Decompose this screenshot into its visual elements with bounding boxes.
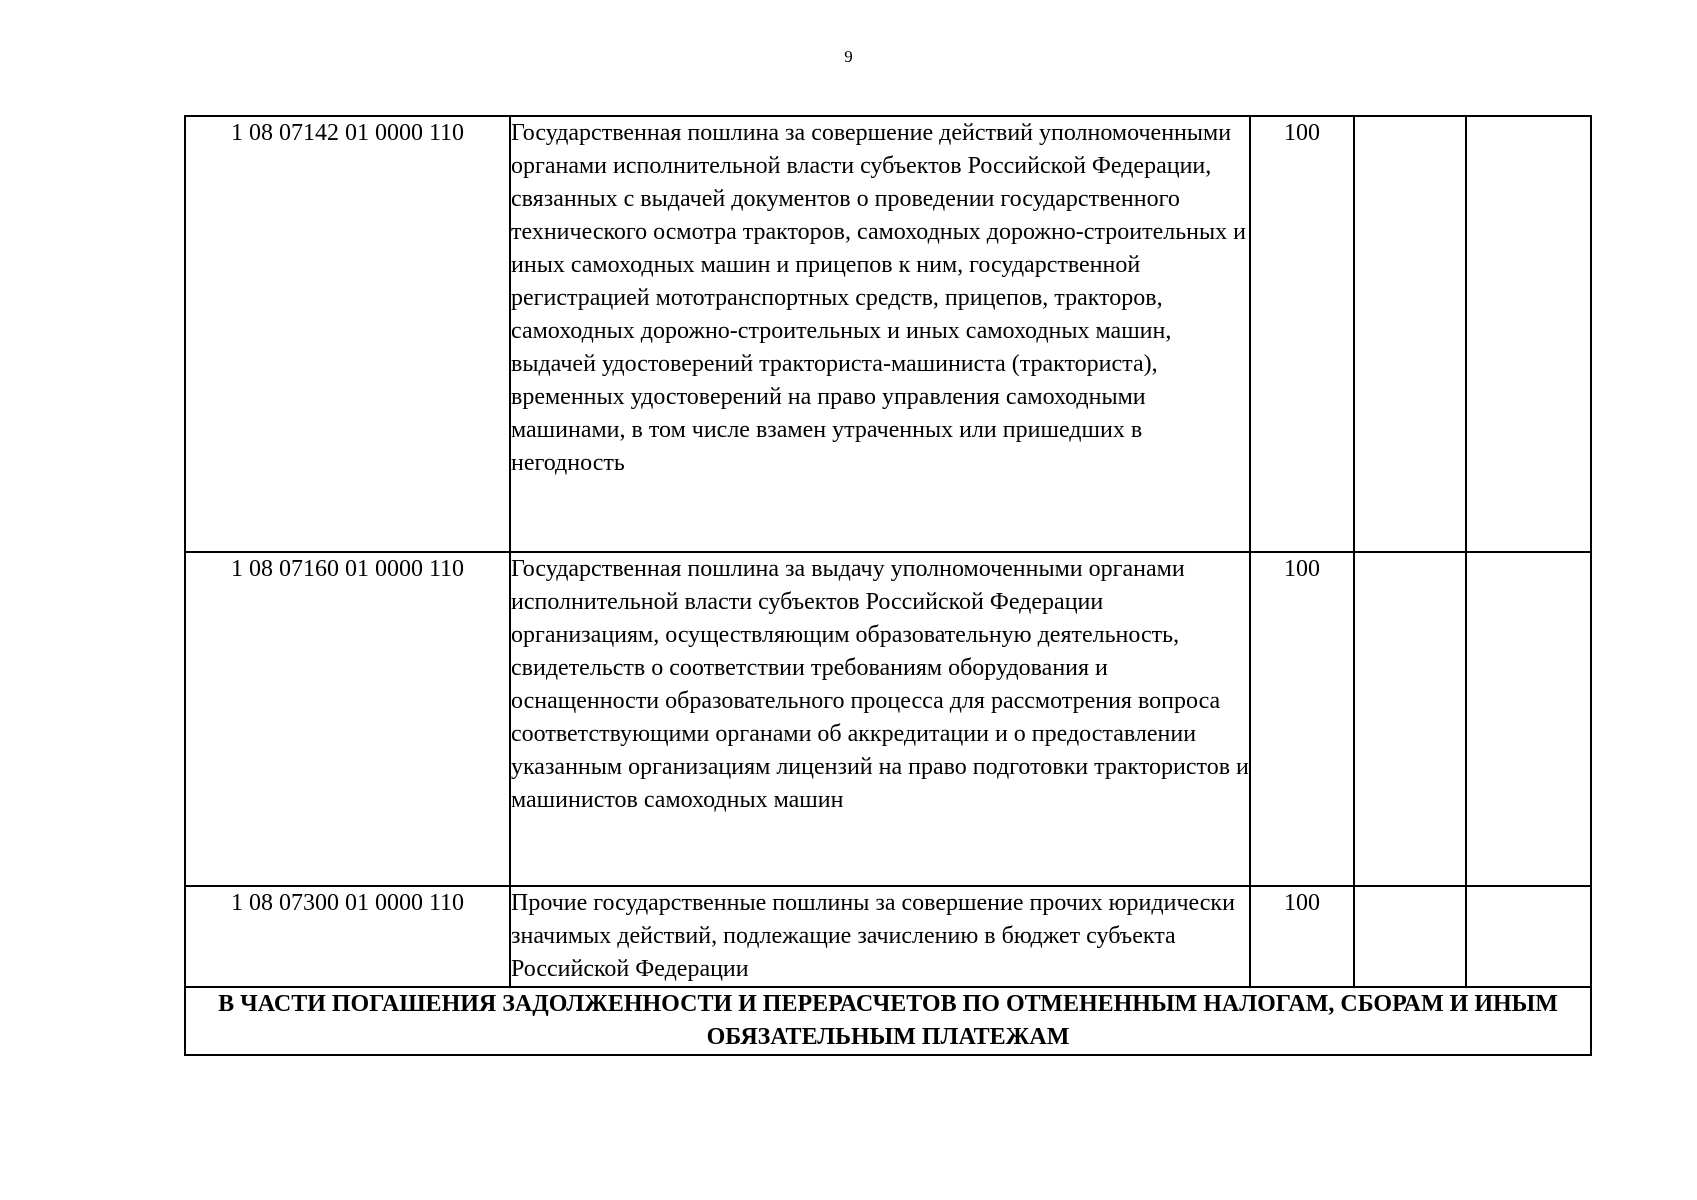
revenue-code-cell: 1 08 07300 01 0000 110 (185, 886, 510, 987)
normative-percent-cell: 100 (1250, 116, 1354, 552)
revenue-code-cell: 1 08 07160 01 0000 110 (185, 552, 510, 886)
empty-cell (1354, 116, 1466, 552)
normative-percent-cell: 100 (1250, 886, 1354, 987)
budget-revenue-table (184, 115, 1592, 1056)
section-heading: В ЧАСТИ ПОГАШЕНИЯ ЗАДОЛЖЕННОСТИ И ПЕРЕРАСЧЕТОВ ПО ОТМЕНЕННЫМ НАЛОГАМ, СБОРАМ И ИНЫМ ОБЯЗАТЕЛЬНЫМ ПЛАТЕЖАМ (185, 987, 1591, 1055)
revenue-description-cell: Государственная пошлина за совершение действий уполномоченными органами исполнительной власти субъектов Российской Федерации, связанных с выдачей документов о проведении государственного технического осмотра тракторов, самоходных дорожно-строительных и иных самоходных машин и прицепов к ним, государственной регистрацией мототранспортных средств, прицепов, тракторов, самоходных дорожно-строительных и иных самоходных машин, выдачей удостоверений тракториста-машиниста (тракториста), временных удостоверений на право управления самоходными машинами, в том числе взамен утраченных или пришедших в негодность (510, 116, 1250, 552)
empty-cell (1354, 886, 1466, 987)
page-number: 9 (844, 47, 853, 66)
revenue-description-cell: Государственная пошлина за выдачу уполномоченными органами исполнительной власти субъектов Российской Федерации организациям, осуществляющим образовательную деятельность, свидетельств о соответствии требованиям оборудования и оснащенности образовательного процесса для рассмотрения вопроса соответствующими органами об аккредитации и о предоставлении указанным организациям лицензий на право подготовки трактористов и машинистов самоходных машин (510, 552, 1250, 886)
table-row (185, 552, 1591, 886)
empty-cell (1466, 552, 1591, 886)
revenue-description-cell: Прочие государственные пошлины за совершение прочих юридически значимых действий, подлежащие зачислению в бюджет субъекта Российской Федерации (510, 886, 1250, 987)
empty-cell (1354, 552, 1466, 886)
section-heading-row (185, 987, 1591, 1055)
table-row (185, 886, 1591, 987)
normative-percent-cell: 100 (1250, 552, 1354, 886)
empty-cell (1466, 886, 1591, 987)
table-row (185, 116, 1591, 552)
revenue-code-cell: 1 08 07142 01 0000 110 (185, 116, 510, 552)
empty-cell (1466, 116, 1591, 552)
